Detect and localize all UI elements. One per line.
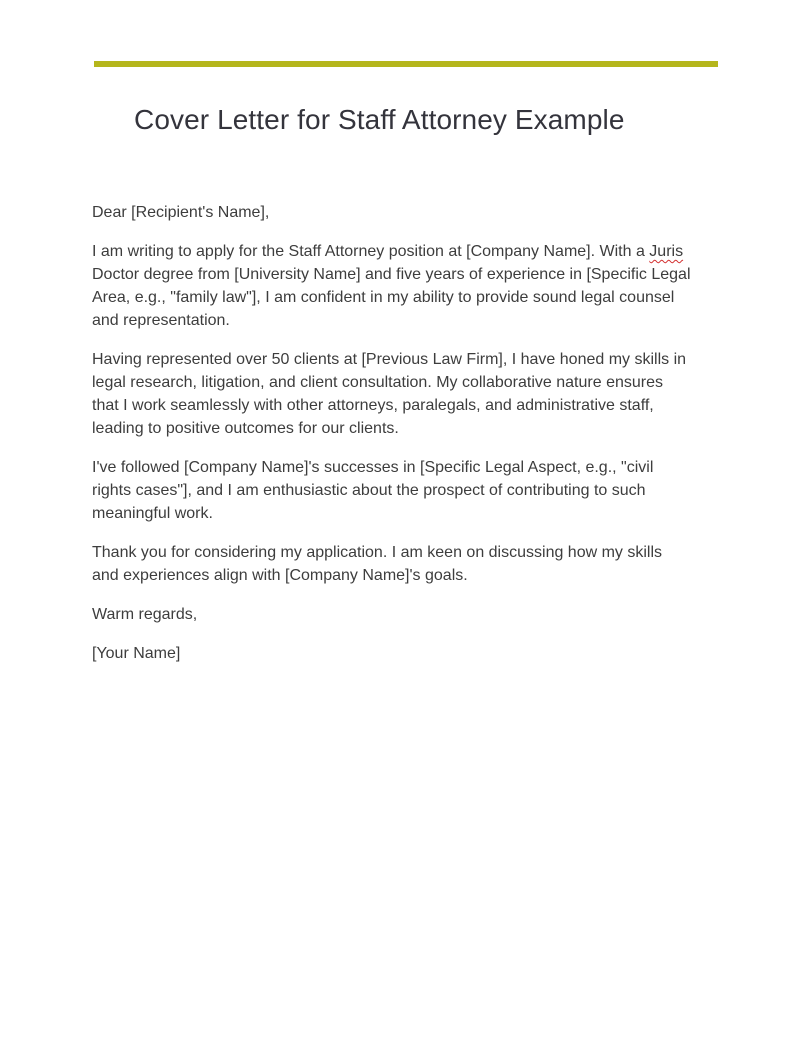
accent-rule bbox=[94, 61, 718, 67]
spellcheck-flagged-word[interactable]: Juris bbox=[649, 243, 684, 260]
paragraph-thanks: Thank you for considering my application. I am keen on discussing how my skills and experiences align with [Company Name]'s goals. bbox=[92, 544, 663, 584]
salutation: Dear [Recipient's Name], bbox=[92, 204, 270, 221]
document-title: Cover Letter for Staff Attorney Example bbox=[134, 104, 625, 135]
paragraph-motivation: I've followed [Company Name]'s successes in [Specific Legal Aspect, e.g., "civil rights cases"], and I am enthusiastic about the prospect of contributing to such meaningful work. bbox=[92, 459, 654, 522]
paragraph-experience: Having represented over 50 clients at [Previous Law Firm], I have honed my skills in legal research, litigation, and client consultation. My collaborative nature ensures that I work seamlessly with other attorneys, paralegals, and administrative staff, leading to positive outcomes for our clients. bbox=[92, 351, 687, 437]
paragraph-intro-end: Doctor degree from [University Name] and five years of experience in [Specific Legal Area, e.g., "family law"], I am confident in my ability to provide sound legal counsel and representation. bbox=[92, 266, 691, 329]
letter-body bbox=[92, 201, 692, 681]
signature: [Your Name] bbox=[92, 645, 181, 662]
paragraph-intro bbox=[92, 240, 692, 332]
paragraph-intro-start: I am writing to apply for the Staff Attorney position at [Company Name]. With a bbox=[92, 243, 650, 260]
closing: Warm regards, bbox=[92, 606, 198, 623]
